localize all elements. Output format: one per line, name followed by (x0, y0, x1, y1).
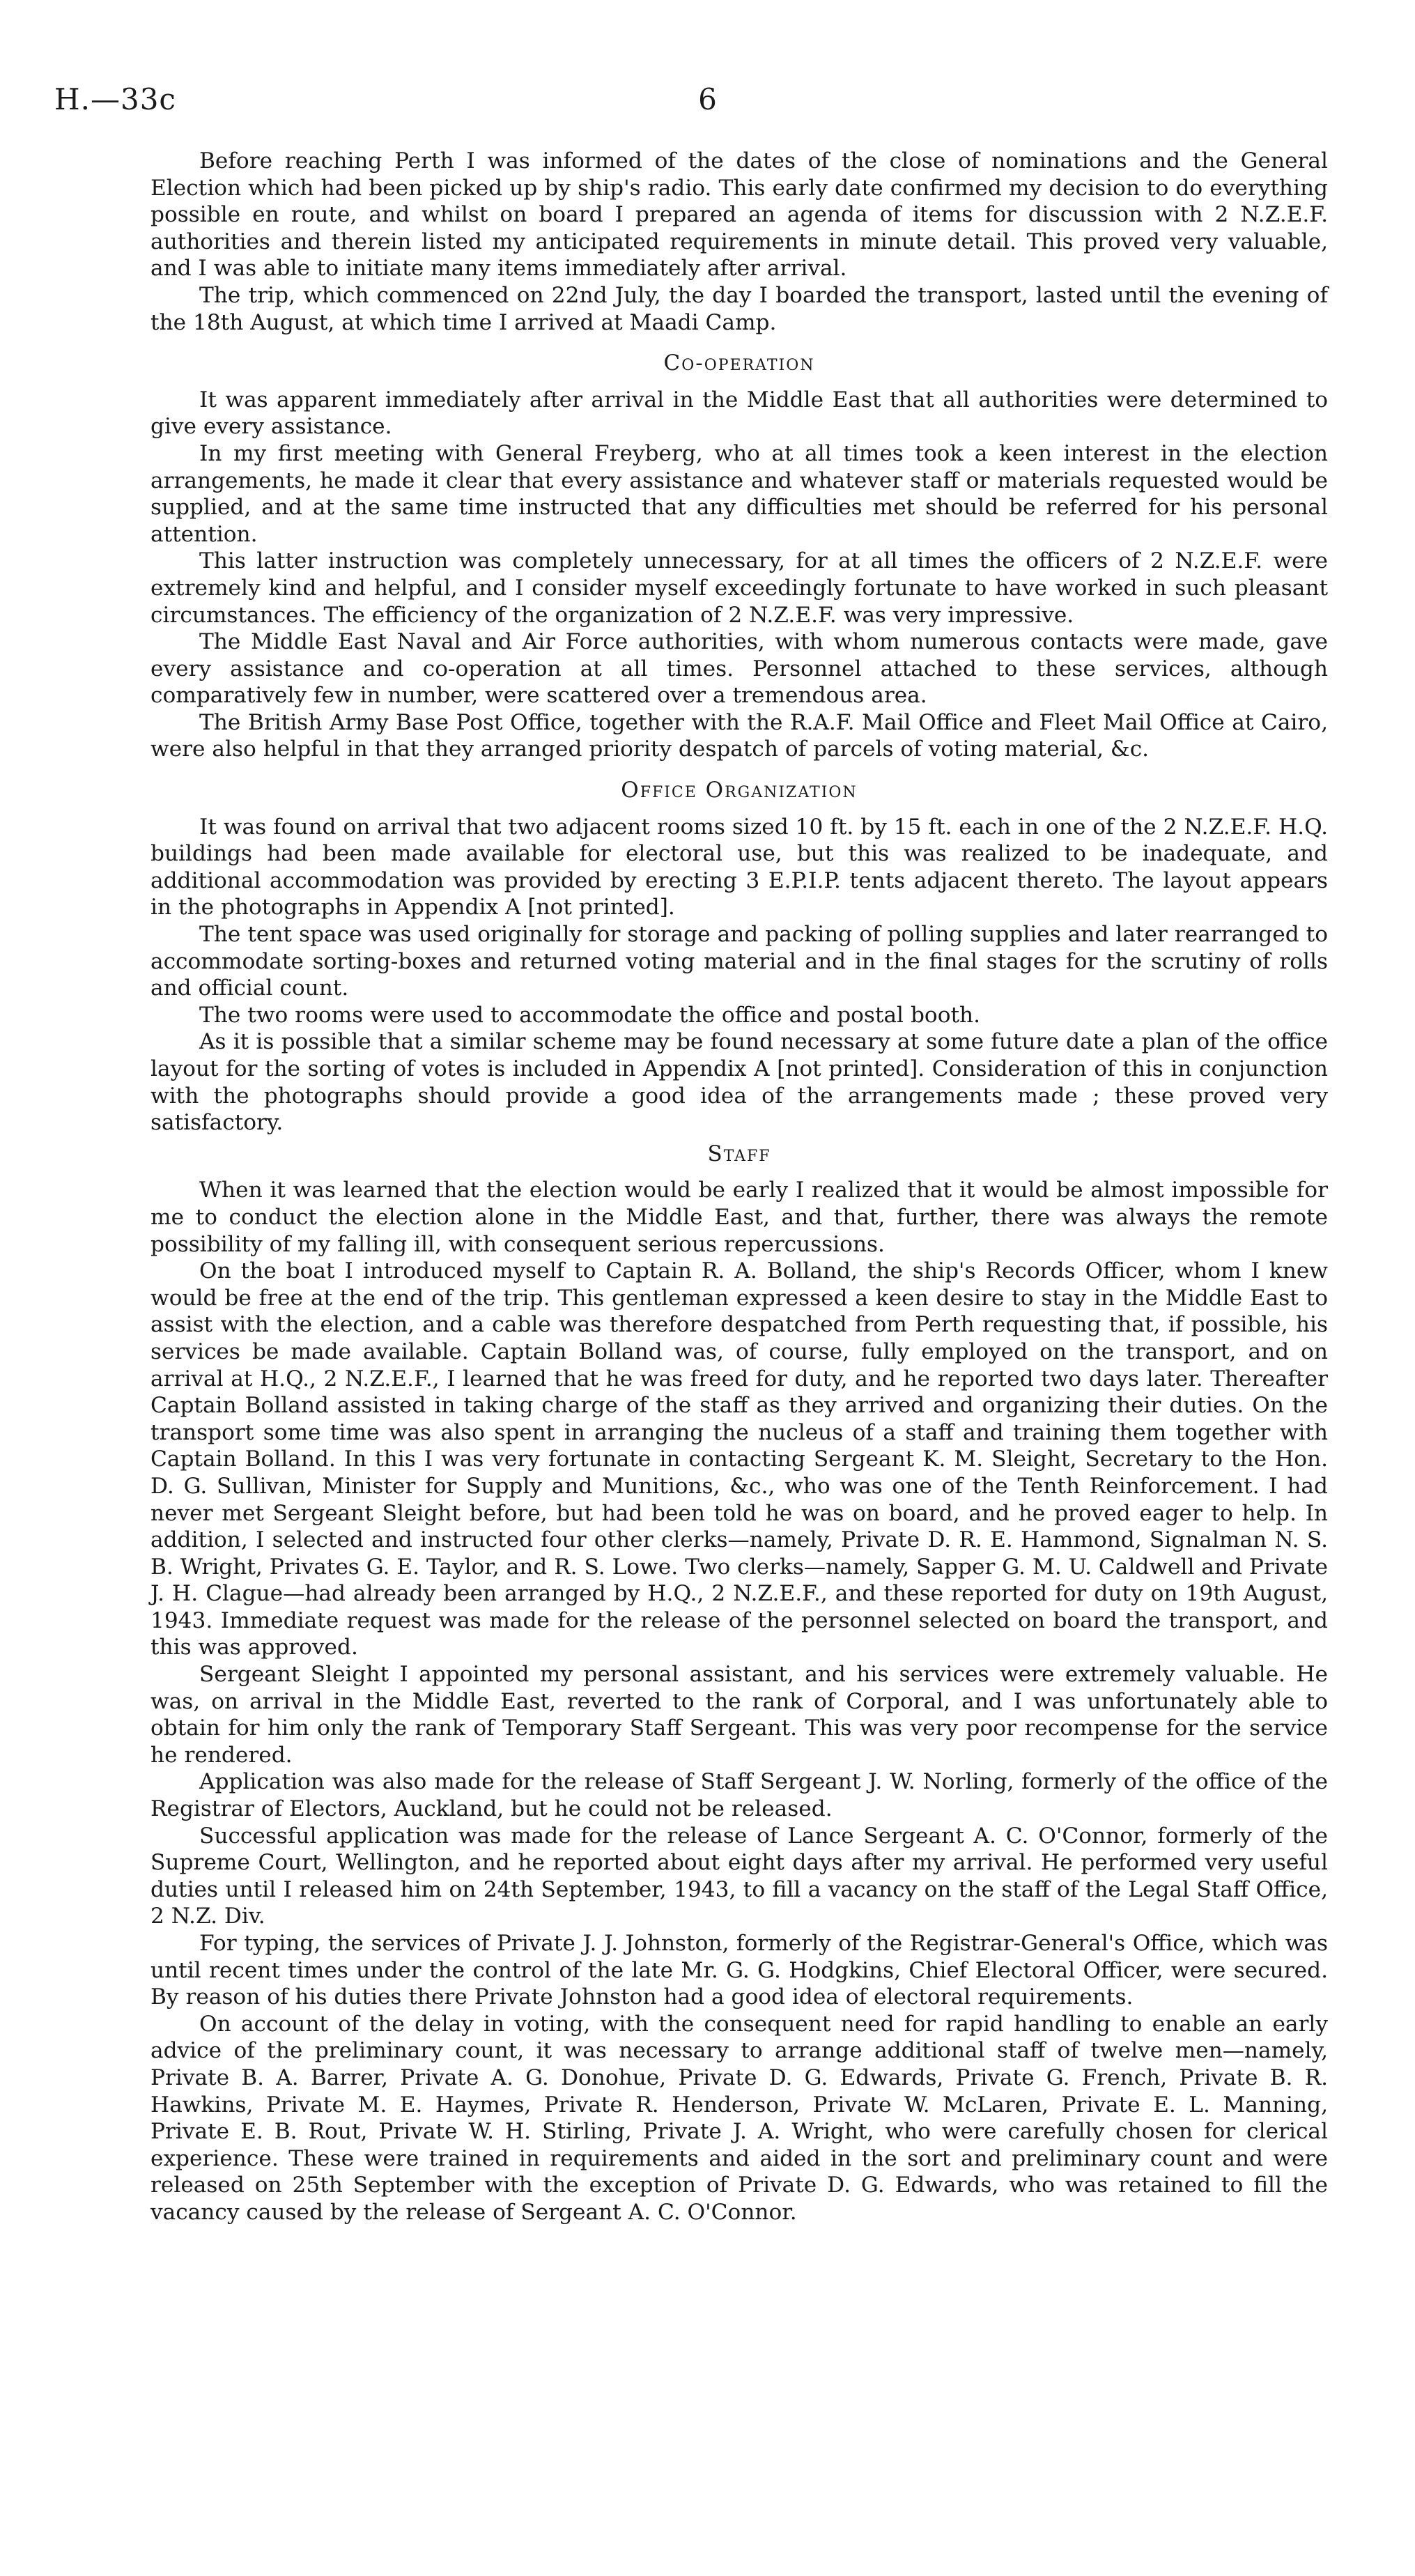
paragraph: It was found on arrival that two adjacent rooms sized 10 ft. by 15 ft. each in one of the 2 N.Z.E.F. H.Q. buildings had been made available for electoral use, but this was realized to be inadequate, and additional accommodation was provided by erecting 3 E.P.I.P. tents adjacent thereto. The layout appears in the photographs in Appendix A [not printed]. (150, 814, 1328, 920)
paragraph: Successful application was made for the release of Lance Sergeant A. C. O'Connor, formerly of the Supreme Court, Wellington, and he reported about eight days after my arrival. He performed very useful duties until I released him on 24th September, 1943, to fill a vacancy on the staff of the Legal Staff Office, 2 N.Z. Div. (150, 1823, 1328, 1929)
paragraph: In my first meeting with General Freyberg, who at all times took a keen interest in the election arrangements, he made it clear that every assistance and whatever staff or materials requested would be supplied, and at the same time instructed that any difficulties met should be referred for his personal attention. (150, 440, 1328, 547)
paragraph: On the boat I introduced myself to Captain R. A. Bolland, the ship's Records Officer, whom I knew would be free at the end of the trip. This gentleman expressed a keen desire to stay in the Middle East to assist with the election, and a cable was therefore despatched from Perth requesting that, if possible, his services be made available. Captain Bolland was, of course, fully employed on the transport, and on arrival at H.Q., 2 N.Z.E.F., I learned that he was freed for duty, and he reported two days later. Thereafter Captain Bolland assisted in taking charge of the staff as they arrived and organizing their duties. On the transport some time was also spent in arranging the nucleus of a staff and training them together with Captain Bolland. In this I was very fortunate in contacting Sergeant K. M. Sleight, Secretary to the Hon. D. G. Sullivan, Minister for Supply and Munitions, &c., who was one of the Tenth Reinforcement. I had never met Sergeant Sleight before, but had been told he was on board, and he proved eager to help. In addition, I selected and instructed four other clerks—namely, Private D. R. E. Hammond, Signalman N. S. B. Wright, Privates G. E. Taylor, and R. S. Lowe. Two clerks—namely, Sapper G. M. U. Caldwell and Private J. H. Clague—had already been arranged by H.Q., 2 N.Z.E.F., and these reported for duty on 19th August, 1943. Immediate request was made for the release of the personnel selected on board the transport, and this was approved. (150, 1258, 1328, 1660)
section-heading-staff: Staff (707, 1141, 771, 1166)
paragraph: The Middle East Naval and Air Force authorities, with whom numerous contacts were made, gave every assistance and co-operation at all times. Personnel attached to these services, although comparatively few in number, were scattered over a tremendous area. (150, 629, 1328, 709)
paragraph: The tent space was used originally for storage and packing of polling supplies and later rearranged to accommodate sorting-boxes and returned voting material and in the final stages for the scrutiny of rolls and official count. (150, 922, 1328, 1001)
paragraph: The British Army Base Post Office, together with the R.A.F. Mail Office and Fleet Mail Office at Cairo, were also helpful in that they arranged priority despatch of parcels of voting material, &c. (150, 709, 1328, 762)
paragraph: As it is possible that a similar scheme may be found necessary at some future date a plan of the office layout for the sorting of votes is included in Appendix A [not printed]. Consideration of this in conjunction with the photographs should provide a good idea of the arrangements made ; these proved very satisfactory. (150, 1029, 1328, 1136)
page-header (54, 82, 1361, 124)
paragraph: It was apparent immediately after arrival in the Middle East that all authorities were determined to give every assistance. (150, 387, 1328, 440)
document-reference: H.—33c (54, 82, 176, 116)
paragraph: This latter instruction was completely unnecessary, for at all times the officers of 2 N.Z.E.F. were extremely kind and helpful, and I consider myself exceedingly fortunate to have worked in such pleasant circumstances. The efficiency of the organization of 2 N.Z.E.F. was very impressive. (150, 548, 1328, 628)
paragraph: Sergeant Sleight I appointed my personal assistant, and his services were extremely valuable. He was, on arrival in the Middle East, reverted to the rank of Corporal, and I was unfortunately able to obtain for him only the rank of Temporary Staff Sergeant. This was very poor recompense for the service he rendered. (150, 1662, 1328, 1768)
paragraph: For typing, the services of Private J. J. Johnston, formerly of the Registrar-General's Office, which was until recent times under the control of the late Mr. G. G. Hodgkins, Chief Electoral Officer, were secured. By reason of his duties there Private Johnston had a good idea of electoral requirements. (150, 1931, 1328, 2010)
paragraph: When it was learned that the election would be early I realized that it would be almost impossible for me to conduct the election alone in the Middle East, and that, further, there was always the remote possibility of my falling ill, with consequent serious repercussions. (150, 1178, 1328, 1257)
paragraph: Before reaching Perth I was informed of the dates of the close of nominations and the General Election which had been picked up by ship's radio. This early date confirmed my decision to do everything possible en route, and whilst on board I prepared an agenda of items for discussion with 2 N.Z.E.F. authorities and therein listed my anticipated requirements in minute detail. This proved very valuable, and I was able to initiate many items immediately after arrival. (150, 148, 1328, 281)
paragraph: Application was also made for the release of Staff Sergeant J. W. Norling, formerly of the office of the Registrar of Electors, Auckland, but he could not be released. (150, 1769, 1328, 1822)
paragraph: The two rooms were used to accommodate the office and postal booth. (199, 1002, 980, 1028)
section-heading-cooperation: Co-operation (663, 350, 815, 376)
paragraph: On account of the delay in voting, with the consequent need for rapid handling to enable an early advice of the preliminary count, it was necessary to arrange additional staff of twelve men—namely, Private B. A. Barrer, Private A. G. Donohue, Private D. G. Edwards, Private G. French, Private B. R. Hawkins, Private M. E. Haymes, Private R. Henderson, Private W. McLaren, Private E. L. Manning, Private E. B. Rout, Private W. H. Stirling, Private J. A. Wright, who were carefully chosen for clerical experience. These were trained in requirements and aided in the sort and preliminary count and were released on 25th September with the exception of Private D. G. Edwards, who was retained to fill the vacancy caused by the release of Sergeant A. C. O'Connor. (150, 2011, 1328, 2225)
page-number: 6 (698, 82, 717, 116)
paragraph: The trip, which commenced on 22nd July, the day I boarded the transport, lasted until the evening of the 18th August, at which time I arrived at Maadi Camp. (150, 282, 1328, 335)
document-body (150, 148, 1328, 2226)
section-heading-office-organization: Office Organization (621, 778, 858, 803)
